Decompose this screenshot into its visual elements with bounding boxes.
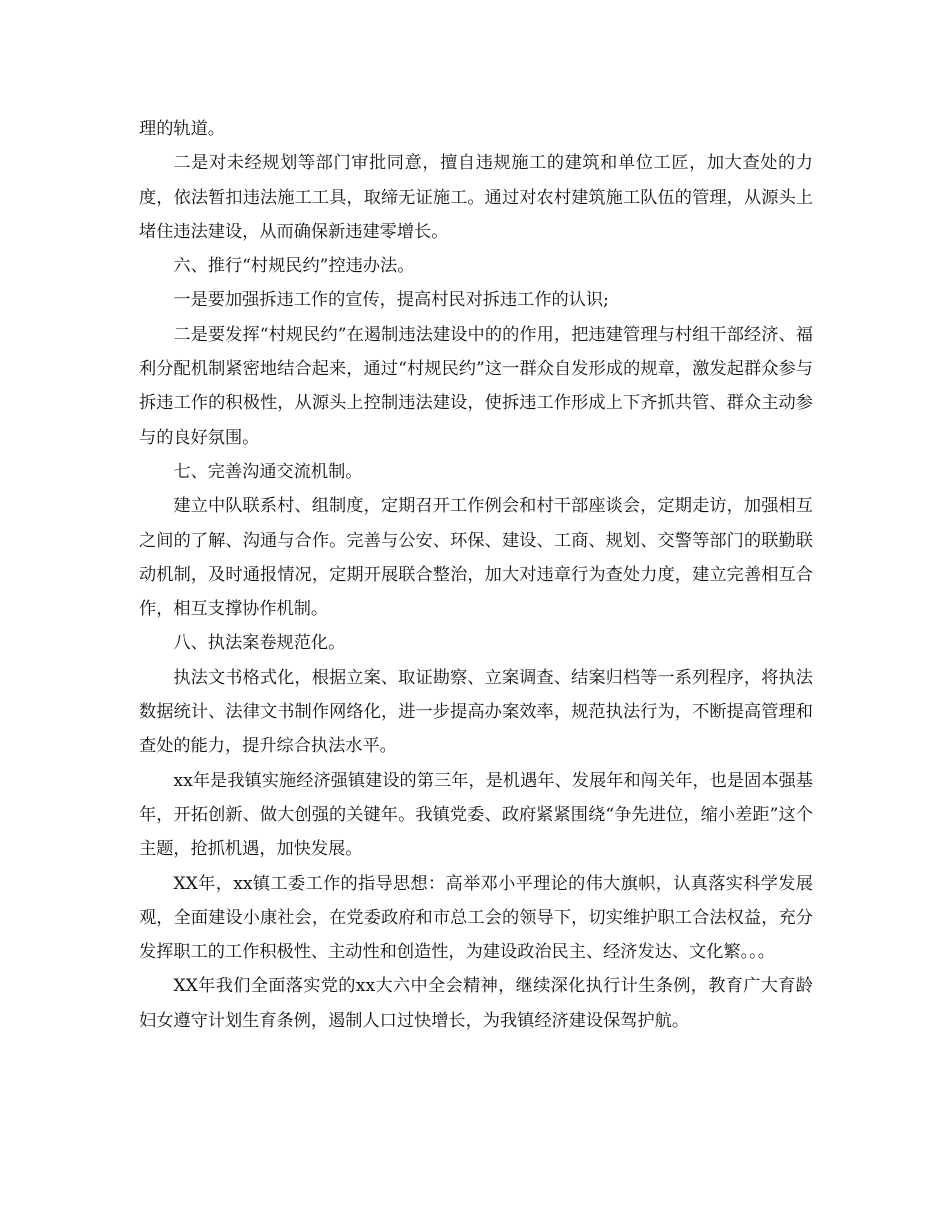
- paragraph-continuation: 理的轨道。: [139, 119, 225, 139]
- paragraph-9: 执法文书格式化，根据立案、取证勘察、立案调查、结案归档等一系列程序，将执法数据统计、法律文书制作网络化，进一步提高办案效率，规范执法行为，不断提高管理和查处的能力，提升综合执法水平。: [139, 667, 813, 757]
- section-heading-6: 六、推行“村规民约”控违办法。: [173, 256, 415, 277]
- paragraph-10: xx年是我镇实施经济强镇建设的第三年，是机遇年、发展年和闯关年，也是固本强基年，开拓创新、做大创强的关键年。我镇党委、政府紧紧围绕“争先进位，缩小差距”这个主题，抢抓机遇，加快发展。: [139, 770, 813, 860]
- paragraph-11: XX年，xx镇工委工作的指导思想：高举邓小平理论的伟大旗帜，认真落实科学发展观，全面建设小康社会，在党委政府和市总工会的领导下，切实维护职工合法权益，充分发挥职工的工作积极性、主动性和创造性，为建设政治民主、经济发达、文化繁。。。: [139, 873, 813, 963]
- paragraph-7: 建立中队联系村、组制度，定期召开工作例会和村干部座谈会，定期走访，加强相互之间的了解、沟通与合作。完善与公安、环保、建设、工商、规划、交警等部门的联勤联动机制，及时通报情况，定期开展联合整治，加大对违章行为查处力度，建立完善相互合作，相互支撑协作机制。: [139, 496, 813, 620]
- paragraph-12: XX年我们全面落实党的xx大六中全会精神，继续深化执行计生条例，教育广大育龄妇女遵守计划生育条例，遏制人口过快增长，为我镇经济建设保驾护航。: [139, 976, 813, 1031]
- document-body: [139, 112, 813, 1038]
- section-heading-8: 八、执法案卷规范化。: [173, 633, 346, 654]
- section-heading-7: 七、完善沟通交流机制。: [173, 461, 363, 482]
- paragraph-2: 二是对未经规划等部门审批同意，擅自违规施工的建筑和单位工匠，加大查处的力度，依法暂扣违法施工工具，取缔无证施工。通过对农村建筑施工队伍的管理，从源头上堵住违法建设，从而确保新违建零增长。: [139, 153, 813, 242]
- paragraph-5: 二是要发挥“村规民约”在遏制违法建设中的的作用，把违建管理与村组干部经济、福利分配机制紧密地结合起来，通过“村规民约”这一群众自发形成的规章，激发起群众参与拆违工作的积极性，从源头上控制违法建设，使拆违工作形成上下齐抓共管、群众主动参与的良好氛围。: [139, 324, 813, 448]
- paragraph-4: 一是要加强拆违工作的宣传，提高村民对拆违工作的认识;: [173, 290, 609, 311]
